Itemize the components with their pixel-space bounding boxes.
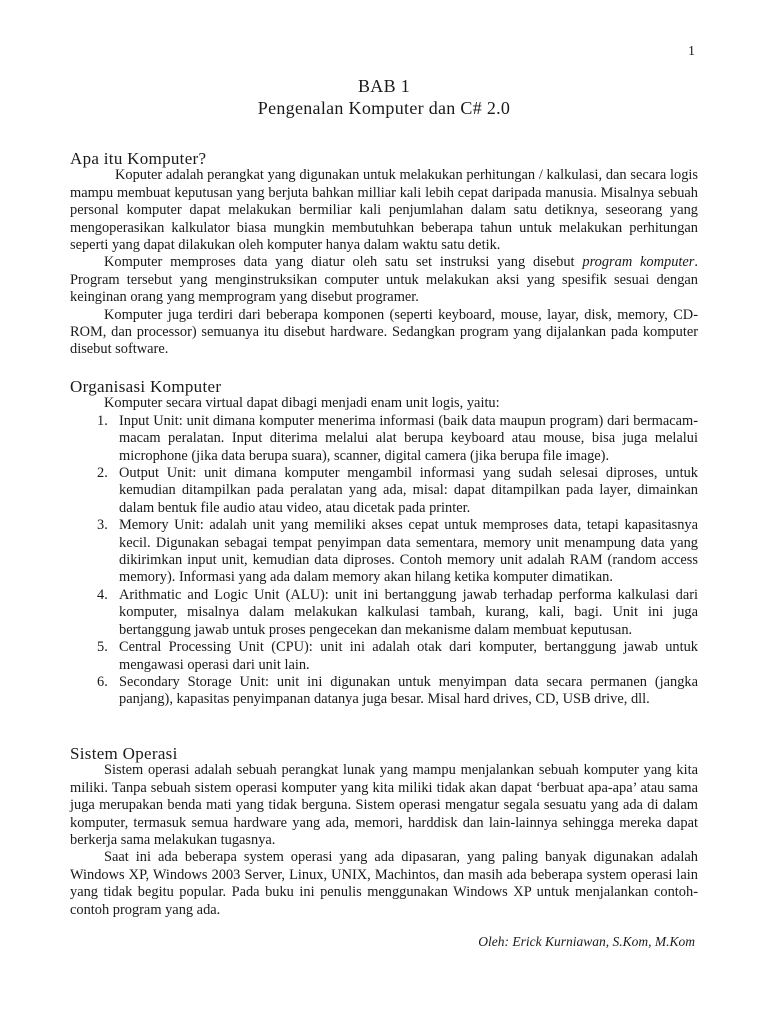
list-item	[70, 465, 698, 517]
paragraph: Saat ini ada beberapa system operasi yang ada dipasaran, yang paling banyak digunakan adalah Windows XP, Windows 2003 Server, Linux, UNIX, Machintos, dan masih ada beberapa system operasi lain yang tidak begitu popular. Pada buku ini penulis menggunakan Windows XP untuk menjalankan contoh-contoh program yang ada.	[70, 849, 698, 918]
unit-list	[70, 413, 698, 709]
list-item	[70, 674, 698, 709]
list-item	[70, 587, 698, 639]
list-item-text: Central Processing Unit (CPU): unit ini adalah otak dari komputer, bertanggung jawab untuk mengawasi operasi dari unit lain.	[119, 639, 698, 673]
list-number: 4.	[97, 586, 108, 603]
list-item	[70, 517, 698, 587]
paragraph: Koputer adalah perangkat yang digunakan untuk melakukan perhitungan / kalkulasi, dan secara logis mampu membuat keputusan yang berjuta bahkan milliar kali lebih cepat daripada manusia. Misalnya sebuah personal komputer dapat melakukan bermiliar kali penjumlahan dalam satu detiknya, seseorang yang mengoperasikan kalkulator biasa mungkin membutuhkan beberapa tahun untuk melakukan perhitungan seperti yang dapat dilakukan oleh komputer hanya dalam waktu satu detik.	[70, 167, 698, 254]
chapter-name: Pengenalan Komputer dan C# 2.0	[257, 98, 511, 118]
section-heading: Organisasi Komputer	[70, 377, 222, 396]
list-item-text: Secondary Storage Unit: unit ini digunakan untuk menyimpan data secara permanen (jangka panjang), kapasitas penyimpanan datanya juga besar. Misal hard drives, CD, USB drive, dll.	[119, 673, 698, 708]
emphasis-text: program komputer	[582, 254, 695, 271]
list-item	[70, 413, 698, 465]
list-number: 1.	[97, 412, 108, 429]
list-number: 5.	[97, 639, 108, 656]
section-heading: Sistem Operasi	[70, 744, 178, 763]
paragraph: Sistem operasi adalah sebuah perangkat lunak yang mampu menjalankan sebuah komputer yang kita miliki. Tanpa sebuah sistem operasi komputer yang kita miliki tidak akan dapat ‘berbuat apa-apa’ atau sama juga merupakan benda mati yang tidak berguna. Sistem operasi mengatur segala sesuatu yang ada di dalam komputer, termasuk semua hardware yang ada, memori, harddisk dan lain-lainnya sehingga mereka dapat berkerja sama melakukan tugasnya.	[70, 762, 698, 849]
list-item-text: Arithmatic and Logic Unit (ALU): unit ini bertanggung jawab terhadap performa kalkulasi dari komputer, misalnya dalam melakukan kalkulasi tambah, kurang, kali, bagi. Unit ini juga bertanggung jawab untuk proses pengecekan dan mekanisme dalam membuat keputusan.	[119, 586, 698, 638]
list-intro: Komputer secara virtual dapat dibagi menjadi enam unit logis, yaitu:	[104, 395, 500, 412]
section-organisasi-komputer	[70, 378, 698, 709]
list-number: 3.	[97, 517, 108, 534]
chapter-title	[0, 75, 768, 119]
section-heading: Apa itu Komputer?	[70, 149, 207, 168]
list-item-text: Memory Unit: adalah unit yang memiliki akses cepat untuk memproses data, tetapi kapasitasnya kecil. Digunakan sebagai tempat penyimpan data sementara, memory unit menampung data yang dikirimkan input unit, kemudian data diproses. Contoh memory unit adalah RAM (random access memory). Informasi yang ada dalam memory akan hilang ketika komputer dimatikan.	[119, 517, 698, 586]
paragraph-text: . Program tersebut yang menginstruksikan computer untuk melakukan aksi yang spesifik sesuai dengan keinginan orang yang memprogram yang disebut programer.	[70, 254, 698, 306]
section-sistem-operasi	[70, 745, 698, 919]
section-apa-itu-komputer	[70, 150, 698, 359]
chapter-label: BAB 1	[357, 76, 410, 96]
list-number: 6.	[97, 673, 108, 690]
list-item-text: Input Unit: unit dimana komputer menerima informasi (baik data maupun program) dari bermacam-macam peralatan. Input diterima melalui alat berupa keyboard atau mouse, bisa juga melalui microphone (jika data berupa suara), scanner, digital camera (jika berupa file image).	[119, 412, 698, 464]
list-item-text: Output Unit: unit dimana komputer mengambil informasi yang sudah selesai diproses, untuk kemudian ditampilkan pada peralatan yang ada, misal: dapat ditampilkan pada layer, dimainkan dalam bentuk file audio atau video, atau dicetak pada printer.	[119, 465, 698, 516]
list-item	[70, 639, 698, 674]
paragraph	[70, 254, 698, 306]
page-number: 1	[688, 44, 695, 59]
author-signature: Oleh: Erick Kurniawan, S.Kom, M.Kom	[478, 934, 695, 949]
paragraph-text: Komputer memproses data yang diatur oleh satu set instruksi yang disebut	[104, 254, 583, 271]
list-number: 2.	[97, 465, 108, 482]
paragraph: Komputer juga terdiri dari beberapa komponen (seperti keyboard, mouse, layar, disk, memory, CD-ROM, dan processor) semuanya itu disebut hardware. Sedangkan program yang dijalankan pada komputer disebut software.	[70, 306, 698, 358]
